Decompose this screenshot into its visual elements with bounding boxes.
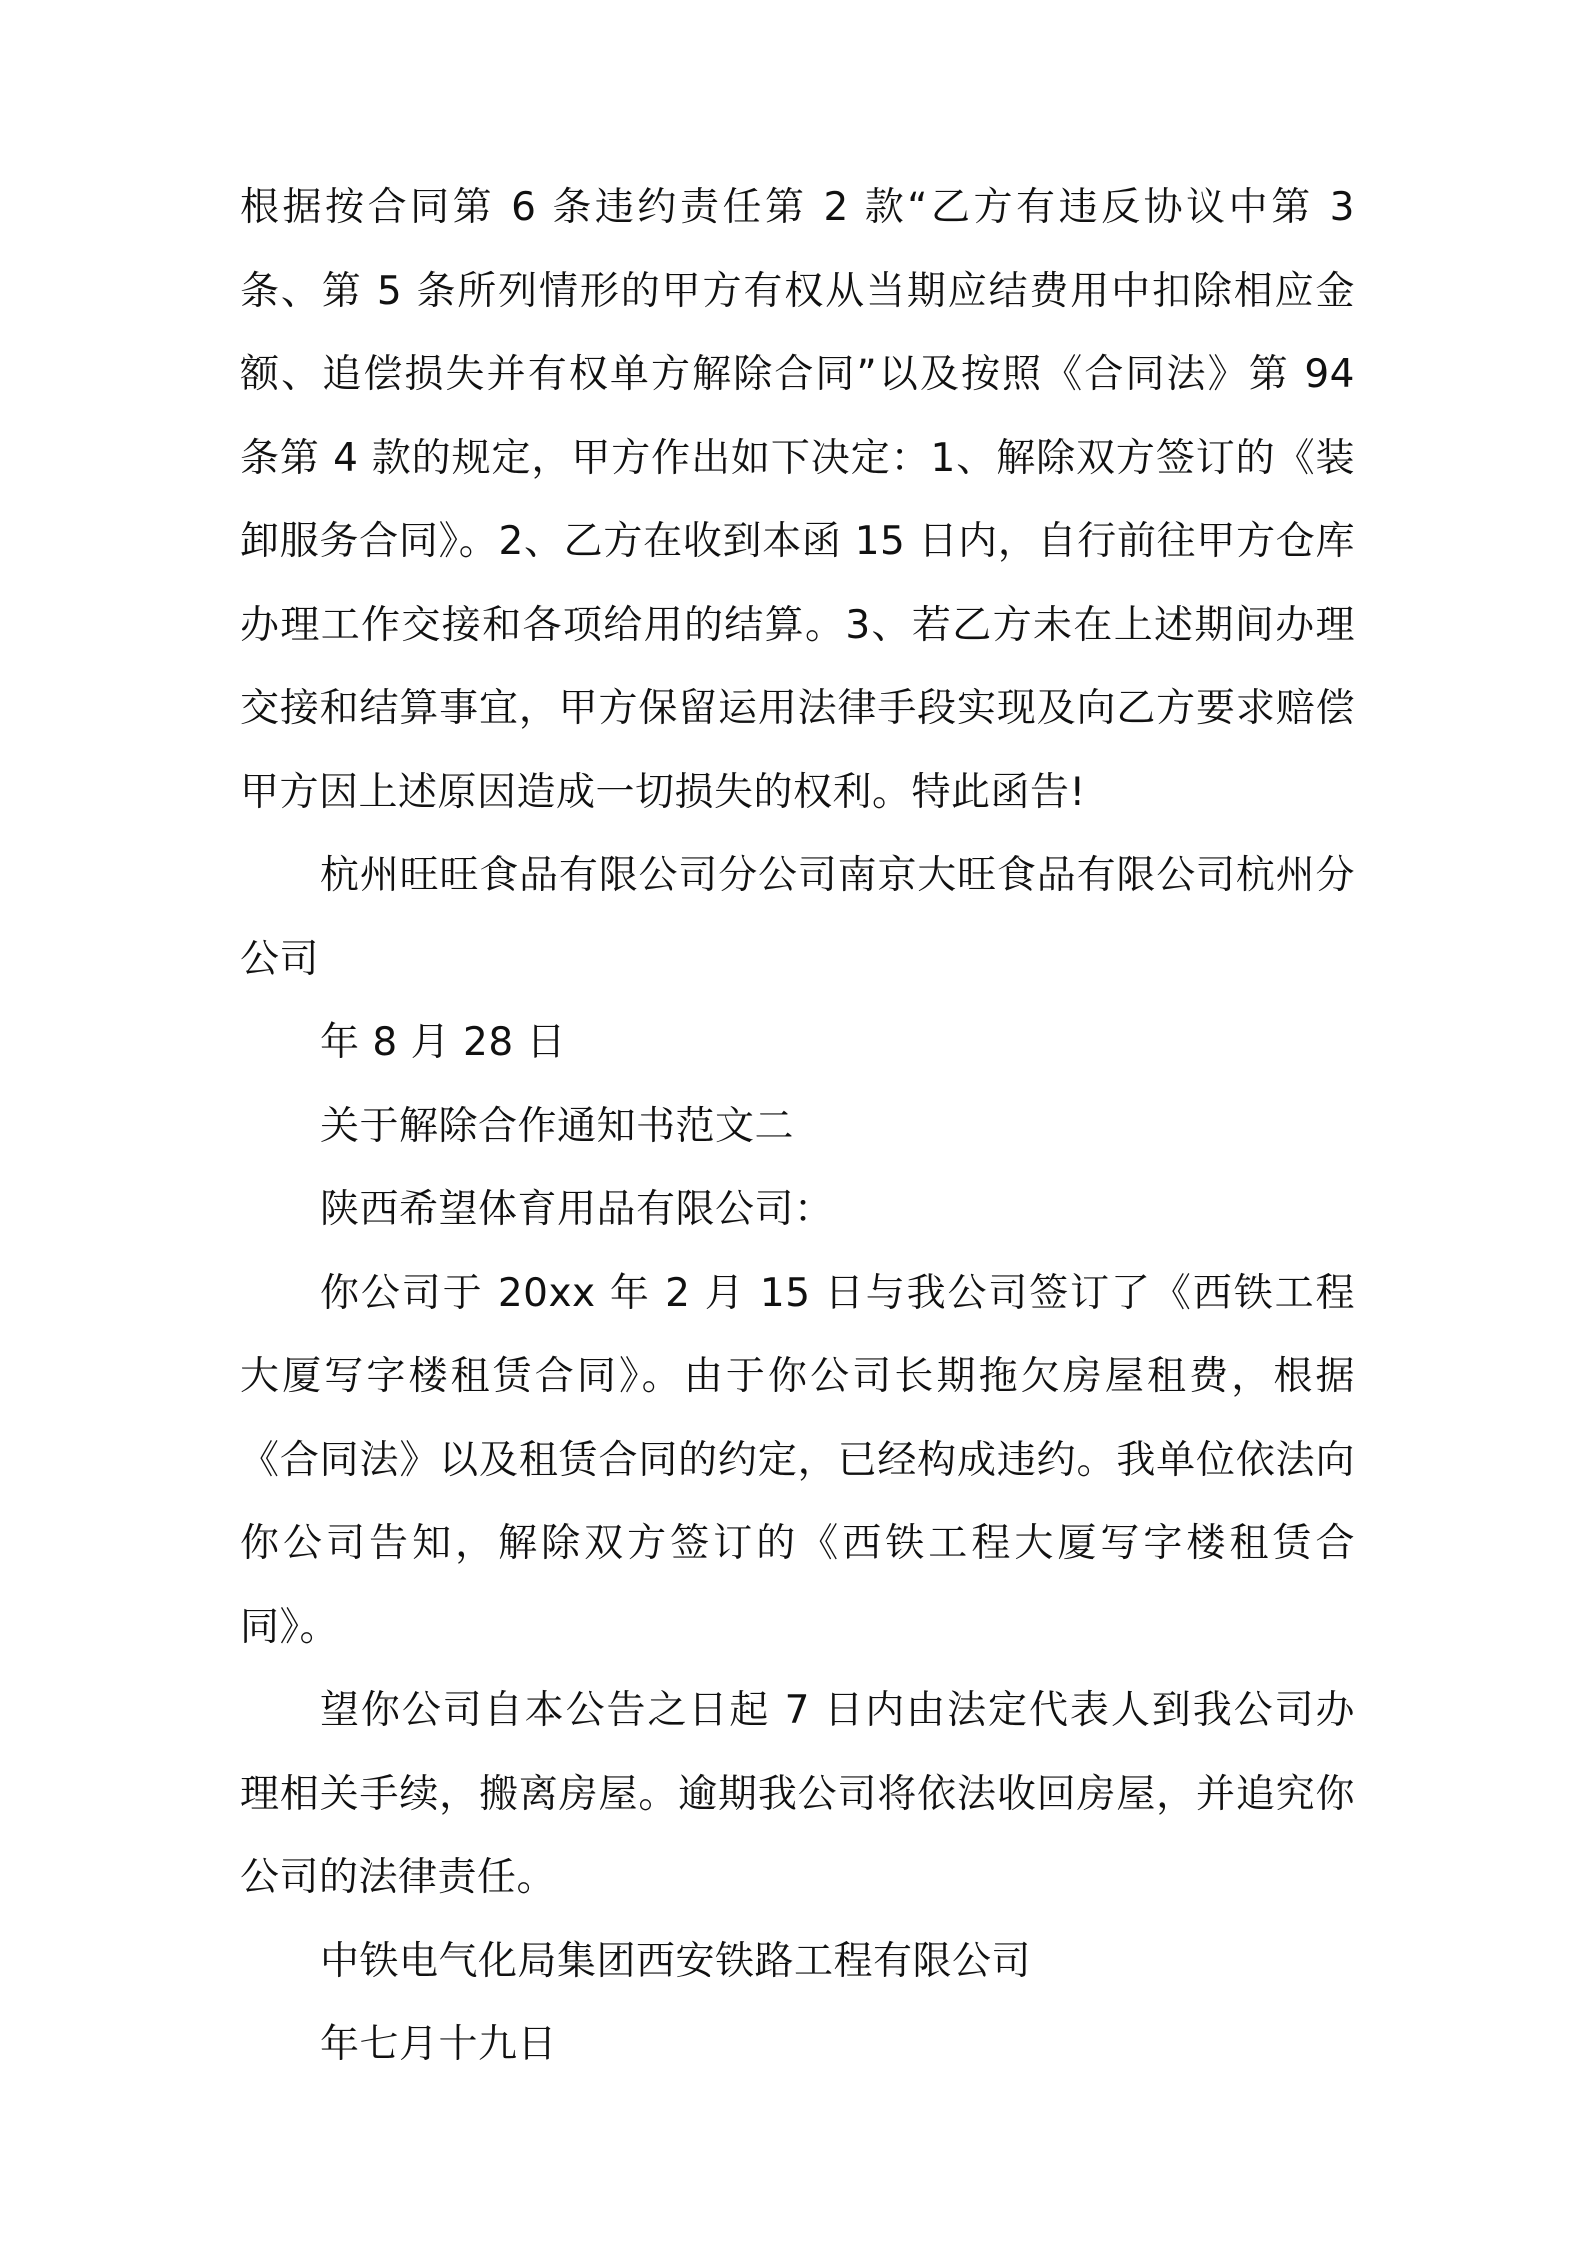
recipient-company: 陕西希望体育用品有限公司： xyxy=(320,1187,834,1232)
paragraph-deadline-notice: 望你公司自本公告之日起 7 日内由法定代表人到我公司办理相关手续，搬离房屋。逾期我公司将依法收回房屋，并追究你公司的法律责任。 xyxy=(240,1688,1355,1900)
paragraph-lease-breach: 你公司于 20xx 年 2 月 15 日与我公司签订了《西铁工程大厦写字楼租赁合同》。由于你公司长期拖欠房屋租费，根据《合同法》以及租赁合同的约定，已经构成违约。我单位依法向你公司告知，解除双方签订的《西铁工程大厦写字楼租赁合同》。 xyxy=(240,1270,1355,1650)
paragraph-termination-decision: 根据按合同第 6 条违约责任第 2 款“乙方有违反协议中第 3 条、第 5 条所列情形的甲方有权从当期应结费用中扣除相应金额、追偿损失并有权单方解除合同”以及按照《合同法》第 94 条第 4 款的规定，甲方作出如下决定：1、解除双方签订的《装卸服务合同》。2、乙方在收到本函 15 日内，自行前往甲方仓库办理工作交接和各项给用的结算。3、若乙方未在上述期间办理交接和结算事宜，甲方保留运用法律手段实现及向乙方要求赔偿甲方因上述原因造成一切损失的权利。特此函告! xyxy=(240,185,1355,815)
document-body xyxy=(240,166,1355,2087)
sender-company-1: 杭州旺旺食品有限公司分公司南京大旺食品有限公司杭州分公司 xyxy=(240,853,1355,982)
date-1: 年 8 月 28 日 xyxy=(320,1020,567,1065)
date-2: 年七月十九日 xyxy=(320,2022,558,2067)
section-title-sample-two: 关于解除合作通知书范文二 xyxy=(320,1103,795,1149)
sender-company-2: 中铁电气化局集团西安铁路工程有限公司 xyxy=(320,1938,1032,1984)
